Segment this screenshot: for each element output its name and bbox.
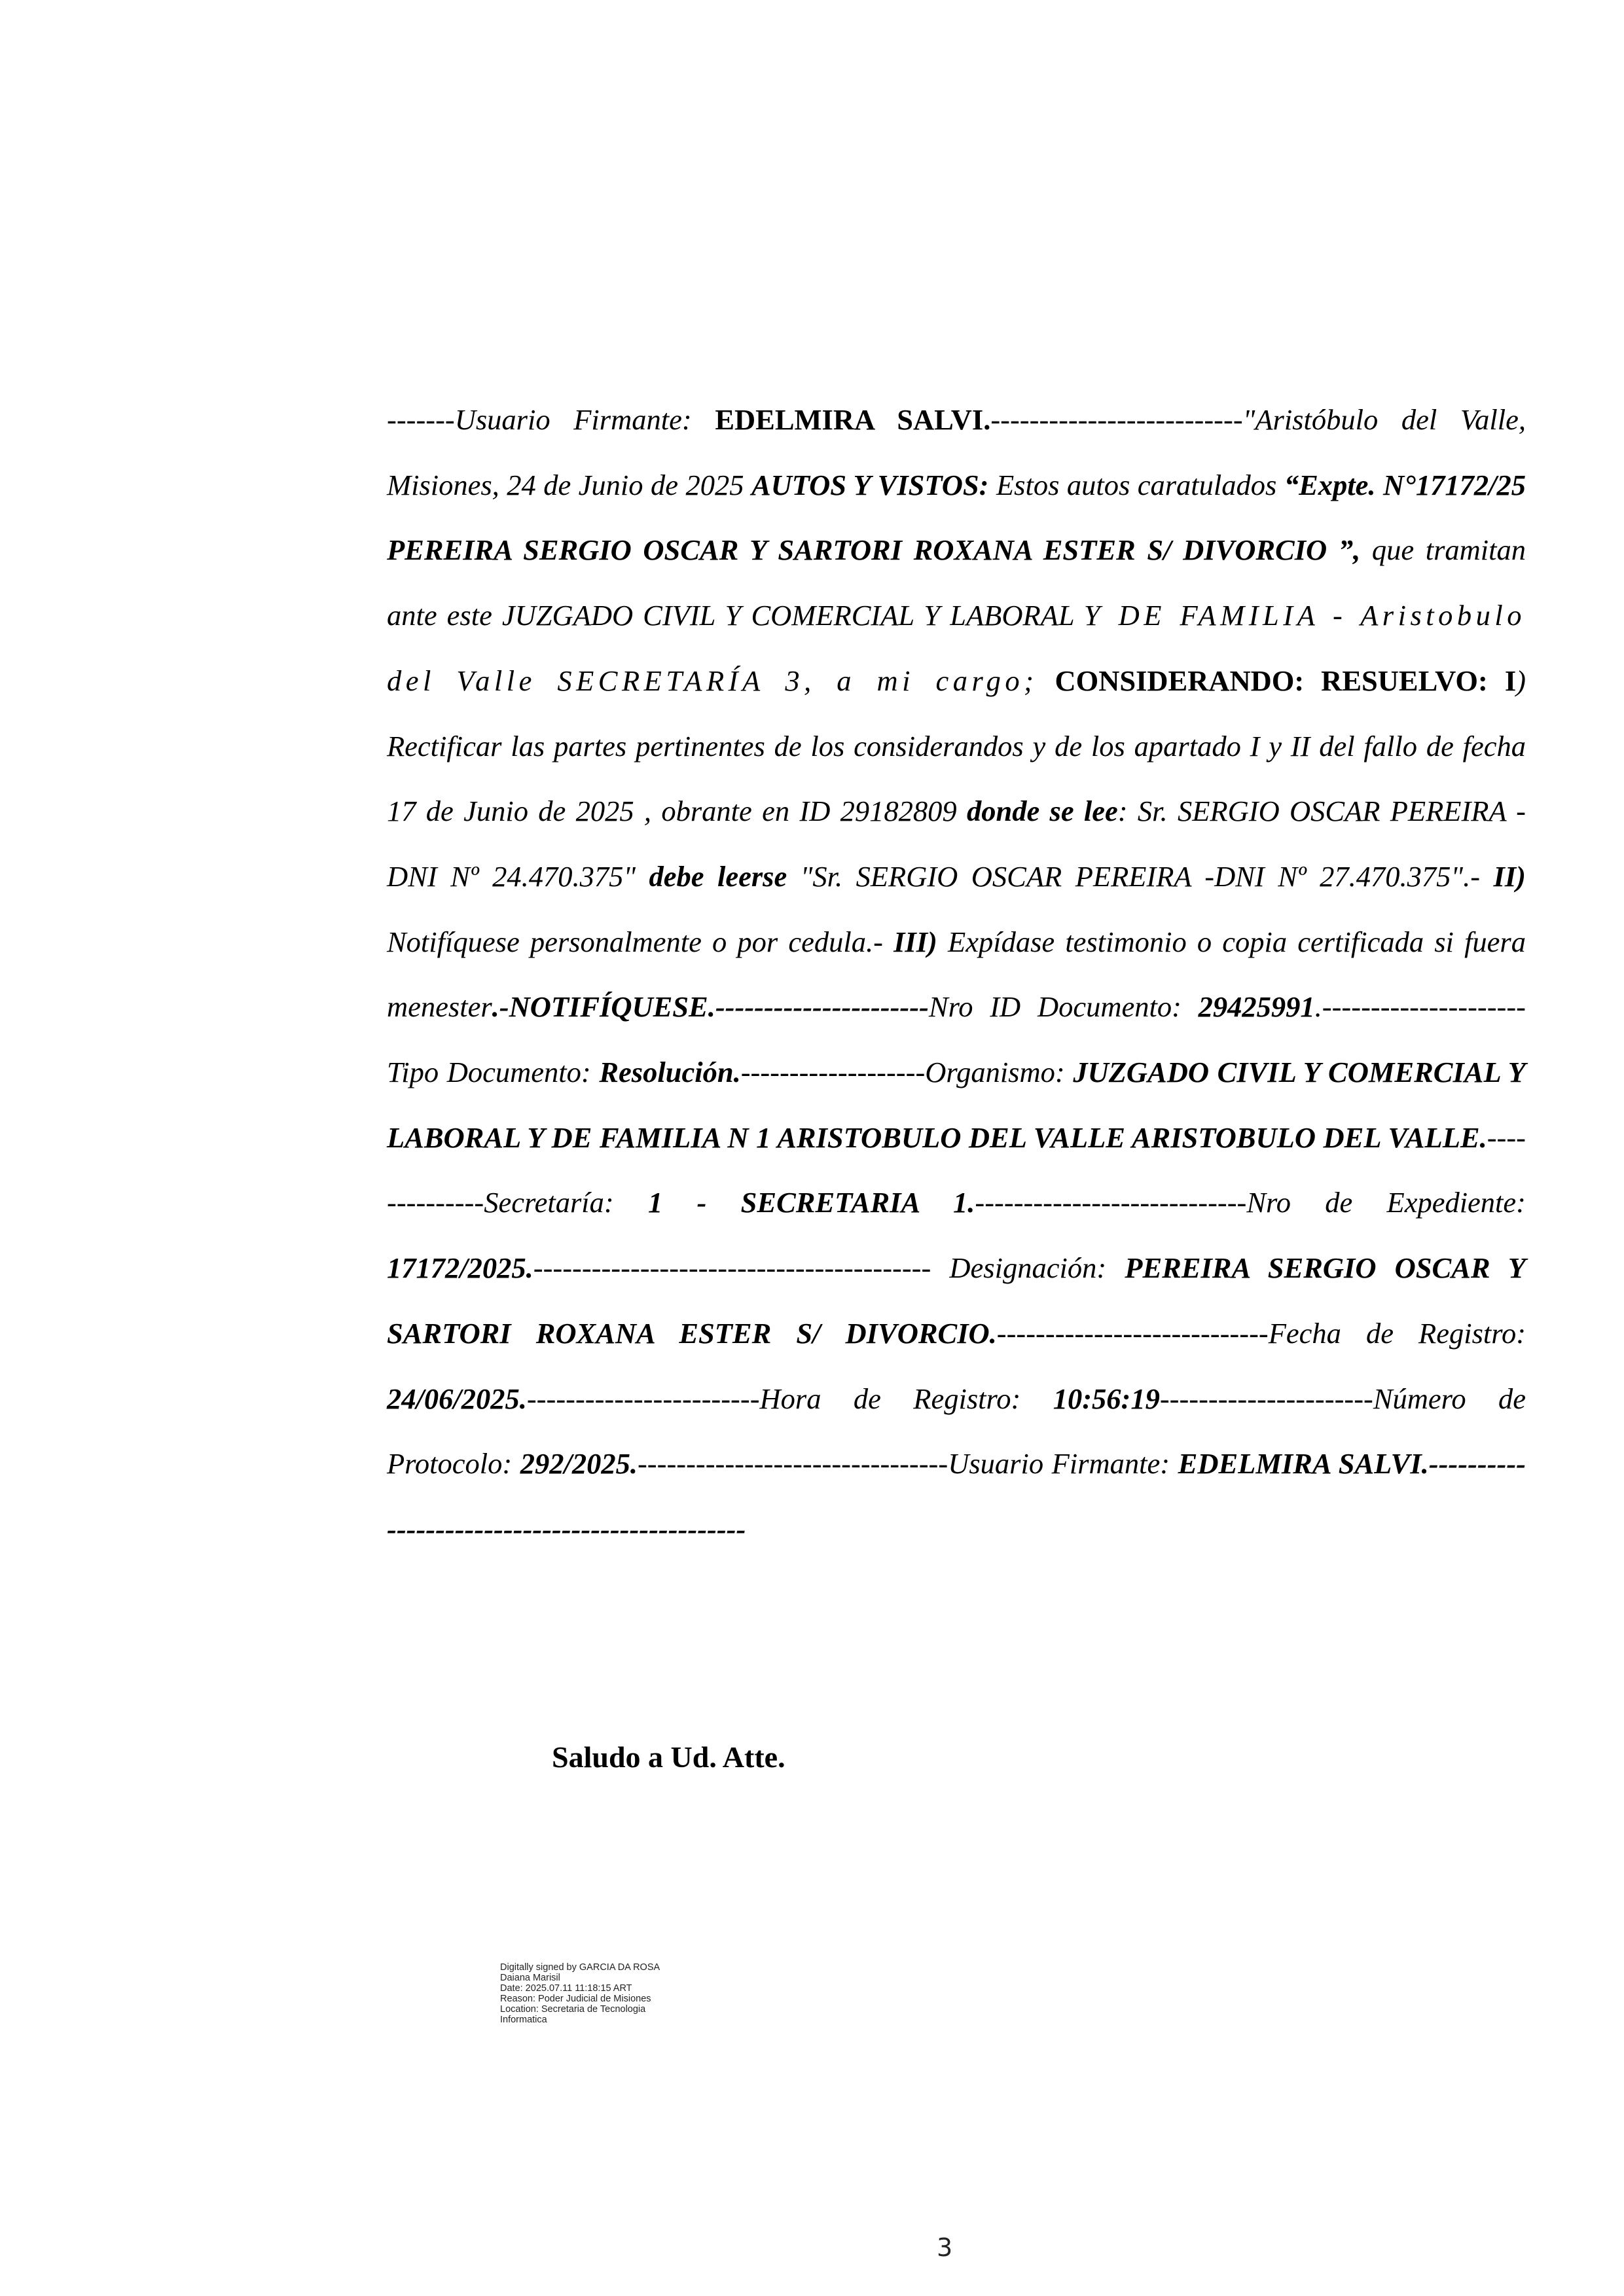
text-segment: ------------------------Hora de Registro: xyxy=(526,1382,1053,1415)
text-segment: ----------------------------------------- Designación: xyxy=(533,1251,1125,1285)
closing-salutation: Saludo a Ud. Atte. xyxy=(552,1740,785,1774)
text-segment: Estos autos caratulados xyxy=(988,468,1284,501)
text-segment: Notifíquese personalmente o por cedula.- xyxy=(387,925,894,958)
text-segment: -------------------Organismo: xyxy=(740,1056,1074,1089)
signature-line: Daiana Marisil xyxy=(500,1973,560,1983)
page-number: 3 xyxy=(937,2233,953,2262)
digital-signature-block xyxy=(500,1962,749,2025)
text-segment: ----------------------------Nro de Expediente: xyxy=(975,1186,1526,1219)
text-segment: --------------------------"Aristóbulo del Valle, Misiones, 24 de Junio de 2025 xyxy=(387,403,1526,501)
text-segment: --------------------------------Usuario Firmante: xyxy=(637,1447,1178,1480)
organism-value: JUZGADO CIVIL Y COMERCIAL Y LABORAL Y DE FAMILIA N 1 ARISTOBULO DEL VALLE ARISTOBULO DEL VALLE. xyxy=(387,1056,1526,1154)
text-segment: -------Usuario Firmante: xyxy=(387,403,715,436)
text-segment: .---------------------Tipo Documento: xyxy=(387,990,1526,1089)
text-segment: ----------------------Número de Protocolo: xyxy=(387,1382,1526,1480)
signature-line: Digitally signed by GARCIA DA ROSA xyxy=(500,1962,660,1973)
text-segment: "Sr. SERGIO OSCAR PEREIRA -DNI Nº 27.470.375".- xyxy=(787,859,1494,893)
signer-name: EDELMIRA SALVI. xyxy=(715,403,991,436)
considerando-resuelvo-heading: CONSIDERANDO: RESUELVO: I xyxy=(1055,664,1517,697)
registration-date-value: 24/06/2025. xyxy=(387,1382,527,1415)
signature-line: Informatica xyxy=(500,2015,547,2025)
autos-y-vistos-heading: AUTOS Y VISTOS: xyxy=(751,468,989,501)
text-segment: --------------Secretaría: xyxy=(387,1121,1526,1219)
donde-se-lee-label: donde se lee xyxy=(966,795,1118,828)
document-type-value: Resolución. xyxy=(599,1056,741,1089)
text-segment: ) Rectificar las partes pertinentes de los considerandos y de los apartado I y II del fallo de fecha 17 de Junio de 2025 , obrante en ID 29182809 xyxy=(387,664,1526,828)
debe-leerse-label: debe leerse xyxy=(649,859,787,893)
text-segment: : Sr. SERGIO OSCAR PEREIRA -DNI Nº 24.470.375" xyxy=(387,795,1526,893)
case-number-value: 17172/2025. xyxy=(387,1251,533,1285)
signature-line: Reason: Poder Judicial de Misiones xyxy=(500,1994,651,2004)
text-segment: ----------------------------Fecha de Registro: xyxy=(996,1316,1526,1350)
secretary-value: 1 - SECRETARIA 1. xyxy=(648,1186,975,1219)
case-caption: “Expte. N°17172/25 PEREIRA SERGIO OSCAR Y SARTORI ROXANA ESTER S/ DIVORCIO ”, xyxy=(387,468,1526,567)
registration-time-value: 10:56:19 xyxy=(1053,1382,1160,1415)
text-segment-spaced: Y DE FAMILIA - Aristobulo del Valle SECRETARÍA 3, a mi cargo; xyxy=(387,599,1526,697)
closing-dashes: ----------------------------------------------- xyxy=(387,1447,1526,1545)
signer-name-final: EDELMIRA SALVI. xyxy=(1178,1447,1429,1480)
resolution-body-text xyxy=(387,387,1526,1562)
notifiquese-label: .-NOTIFÍQUESE.---------------------- xyxy=(492,990,929,1024)
signature-line: Location: Secretaria de Tecnologia xyxy=(500,2004,646,2015)
document-id-value: 29425991 xyxy=(1198,990,1315,1024)
item-iii-label: III) xyxy=(893,925,937,958)
signature-line: Date: 2025.07.11 11:18:15 ART xyxy=(500,1983,632,1994)
text-segment: que tramitan ante este JUZGADO CIVIL Y COMERCIAL Y LABORAL xyxy=(387,533,1526,632)
text-segment: Expídase testimonio o copia certificada si fuera menester xyxy=(387,925,1526,1024)
text-segment: Nro ID Documento: xyxy=(928,990,1199,1024)
item-ii-label: II) xyxy=(1493,859,1526,893)
designation-value: PEREIRA SERGIO OSCAR Y SARTORI ROXANA ESTER S/ DIVORCIO. xyxy=(387,1251,1526,1350)
protocol-number-value: 292/2025. xyxy=(520,1447,638,1480)
